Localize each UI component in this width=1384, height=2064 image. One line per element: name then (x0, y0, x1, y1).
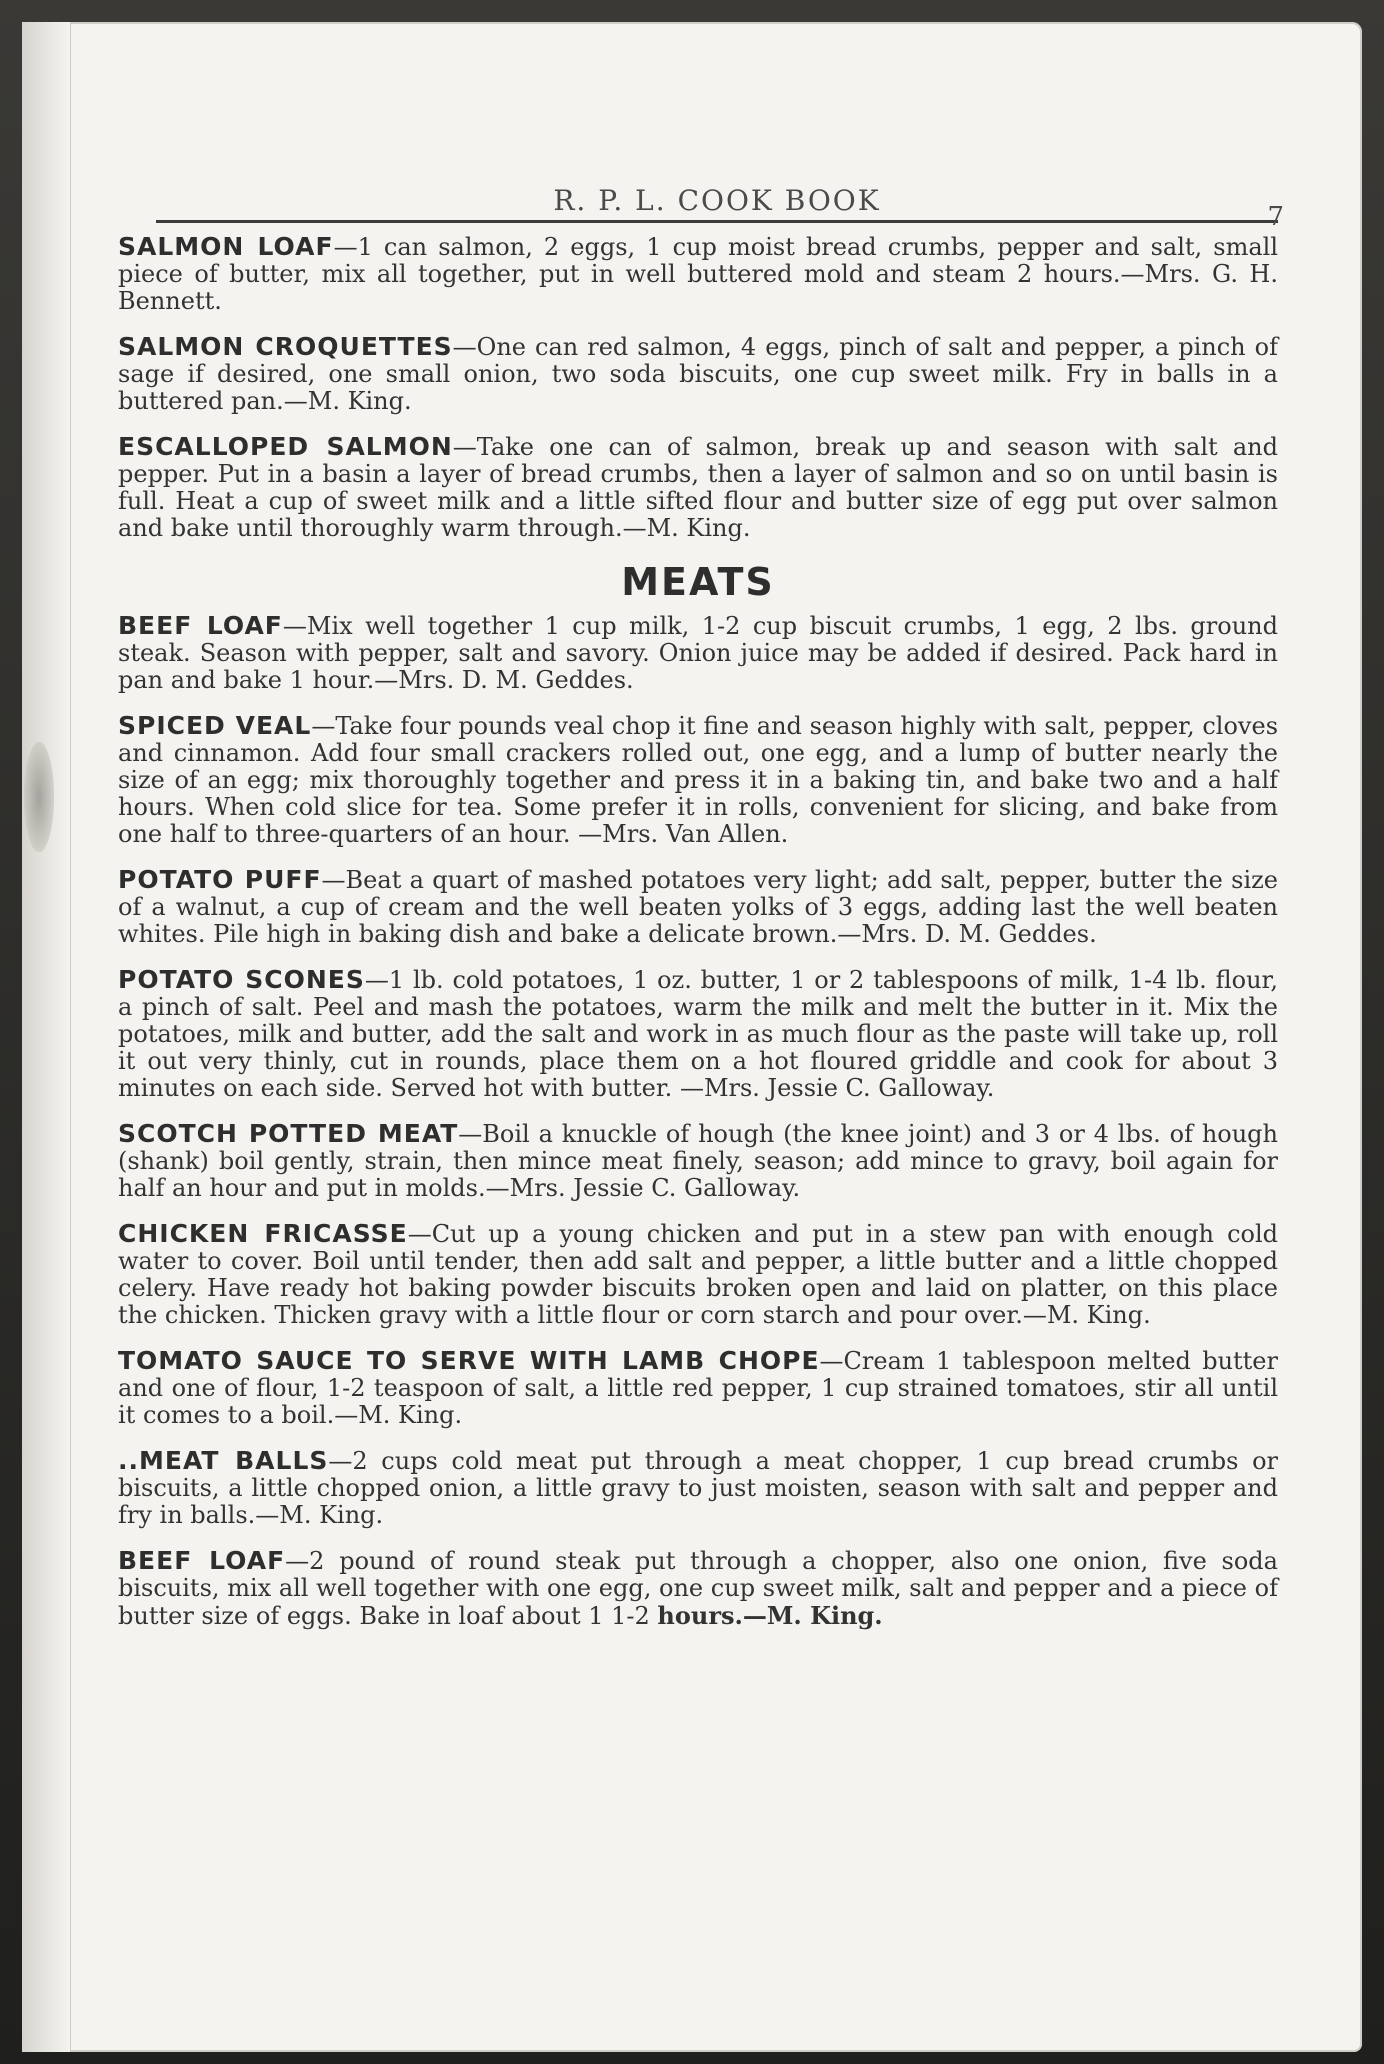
recipe-chicken-fricasse (118, 1220, 1278, 1329)
recipe-beef-loaf-1 (118, 612, 1278, 694)
recipe-tomato-sauce (118, 1347, 1278, 1429)
recipe-body: —Beat a quart of mashed potatoes very light; add salt, pepper, butter the size of a walnut, a cup of cream and the well beaten yolks of 3 eggs, adding last the well beaten whites. Pile high in baking dish and bake a delicate brown.—Mrs. D. M. Geddes. (118, 866, 1278, 948)
binding-tear-mark (24, 742, 54, 852)
recipe-title: ESCALLOPED SALMON (118, 432, 453, 461)
section-heading-meats: MEATS (621, 560, 775, 604)
recipe-title: SCOTCH POTTED MEAT (118, 1119, 459, 1148)
recipe-body: —Take one can of salmon, break up and season with salt and pepper. Put in a basin a layer of bread crumbs, then a layer of salmon and so on until basin is full. Heat a cup of sweet milk and a little sifted flour and butter size of egg put over salmon and bake until thoroughly warm through.—M. King. (118, 433, 1278, 542)
recipe-title: POTATO PUFF (118, 865, 322, 894)
recipe-body: —Boil a knuckle of hough (the knee joint) and 3 or 4 lbs. of hough (shank) boil gently, strain, then mince meat finely, season; add mince to gravy, boil again for half an hour and put in molds.—Mrs. Jessie C. Galloway. (118, 1120, 1278, 1202)
recipe-title: ..MEAT BALLS (118, 1446, 329, 1475)
recipe-body: —1 can salmon, 2 eggs, 1 cup moist bread crumbs, pepper and salt, small piece of butter, mix all together, put in well buttered mold and steam 2 hours.—Mrs. G. H. Bennett. (118, 233, 1278, 315)
page-content (118, 172, 1284, 1648)
page-gutter (22, 22, 71, 2052)
recipe-escalloped-salmon (118, 433, 1278, 542)
recipe-salmon-loaf (118, 233, 1278, 315)
recipe-body: —2 cups cold meat put through a meat chopper, 1 cup bread crumbs or biscuits, a little chopped onion, a little gravy to just moisten, season with salt and pepper and fry in balls.—M. King. (118, 1447, 1278, 1529)
recipe-title: TOMATO SAUCE TO SERVE WITH LAMB CHOPE (118, 1346, 820, 1375)
recipe-scotch-potted-meat (118, 1120, 1278, 1202)
recipe-body: —Cream 1 tablespoon melted butter and one of flour, 1-2 teaspoon of salt, a little red pepper, 1 cup strained tomatoes, stir all until it comes to a boil.—M. King. (118, 1347, 1278, 1429)
recipe-title: SALMON CROQUETTES (118, 332, 453, 361)
recipe-spiced-veal (118, 712, 1278, 848)
recipe-title: BEEF LOAF (118, 1546, 286, 1575)
book-page (22, 22, 1362, 2052)
recipe-body: —Take four pounds veal chop it fine and season highly with salt, pepper, cloves and cinnamon. Add four small crackers rolled out, one egg, and a lump of butter nearly the size of an egg; mix thoroughly together and press it in a baking tin, and bake two and a half hours. When cold slice for tea. Some prefer it in rolls, convenient for slicing, and bake from one half to three-quarters of an hour. —Mrs. Van Allen. (118, 712, 1279, 848)
running-header (156, 172, 1284, 232)
recipe-title: SALMON LOAF (118, 232, 334, 261)
recipe-body: —One can red salmon, 4 eggs, pinch of salt and pepper, a pinch of sage if desired, one small onion, two soda biscuits, one cup sweet milk. Fry in balls in a buttered pan.—M. King. (118, 333, 1278, 415)
recipe-meat-balls (118, 1447, 1278, 1529)
recipe-salmon-croquettes (118, 333, 1278, 415)
recipe-body: —2 pound of round steak put through a chopper, also one onion, five soda biscuits, mix all well together with one egg, one cup sweet milk, salt and pepper and a piece of butter size of eggs. Bake in loaf about 1 1-2 (118, 1547, 1278, 1630)
book-title: R. P. L. COOK BOOK (553, 184, 881, 217)
recipe-title: SPICED VEAL (118, 711, 312, 740)
recipe-title: POTATO SCONES (118, 965, 365, 994)
recipe-body: —1 lb. cold potatoes, 1 oz. butter, 1 or 2 tablespoons of milk, 1-4 lb. flour, a pinch of salt. Peel and mash the potatoes, warm the milk and melt the butter in it. Mix the potatoes, milk and butter, add the salt and work in as much flour as the paste will take up, roll it out very thinly, cut in rounds, place them on a hot floured griddle and cook for about 3 minutes on each side. Served hot with butter. —Mrs. Jessie C. Galloway. (118, 966, 1278, 1102)
recipe-beef-loaf-2 (118, 1547, 1278, 1630)
recipe-body: —Cut up a young chicken and put in a stew pan with enough cold water to cover. Boil until tender, then add salt and pepper, a little butter and a little chopped celery. Have ready hot baking powder biscuits broken open and laid on platter, on this place the chicken. Thicken gravy with a little flour or corn starch and pour over.—M. King. (118, 1220, 1278, 1329)
recipe-title: BEEF LOAF (118, 611, 283, 640)
recipe-attribution: hours.—M. King. (657, 1601, 883, 1630)
recipe-body: —Mix well together 1 cup milk, 1-2 cup biscuit crumbs, 1 egg, 2 lbs. ground steak. Season with pepper, salt and savory. Onion juice may be added if desired. Pack hard in pan and bake 1 hour.—Mrs. D. M. Geddes. (118, 612, 1278, 694)
page-number: 7 (1267, 202, 1284, 232)
recipe-title: CHICKEN FRICASSE (118, 1219, 408, 1248)
recipe-potato-puff (118, 866, 1278, 948)
recipe-potato-scones (118, 966, 1278, 1102)
